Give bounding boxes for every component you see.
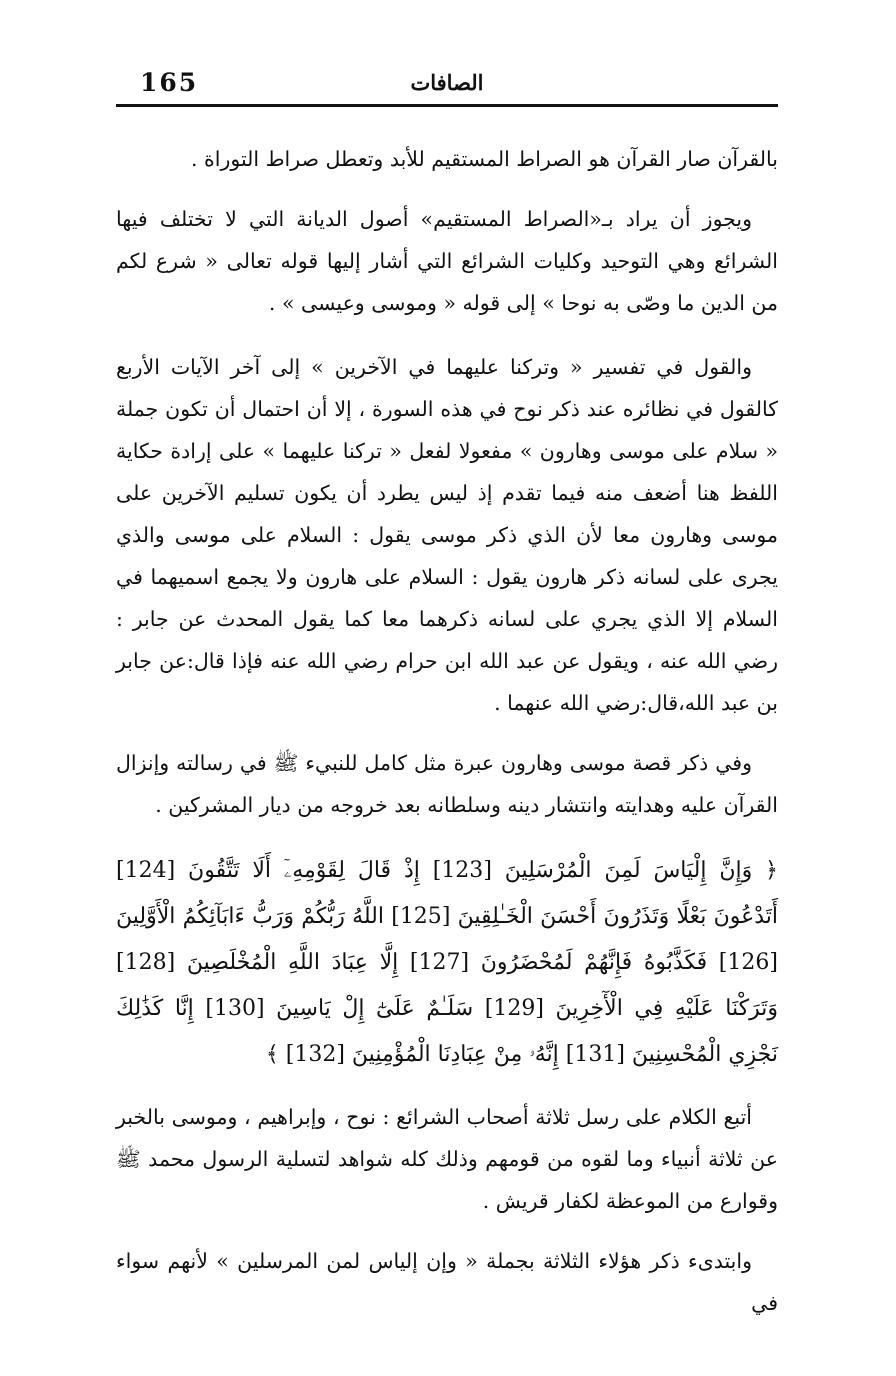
quran-verses: ﴿ وَإِنَّ إِلْيَاسَ لَمِنَ الْمُرْسَلِينَ [123] إِذْ قَالَ لِقَوْمِهِۦٓ أَلَا تَتَّقُونَ [124] أَتَدْعُونَ بَعْلًا وَتَذَرُونَ أَحْسَنَ الْخَـٰلِقِينَ [125] اللَّهُ رَبُّكُمْ وَرَبُّ ءَابَآئِكُمُ الْأَوَّلِينَ [126] فَكَذَّبُوهُ فَإِنَّهُمْ لَمُحْضَرُونَ [127] إِلَّا عِبَادَ اللَّهِ الْمُخْلَصِينَ [128] وَتَرَكْنَا عَلَيْهِ فِي الْأٓخِرِينَ [129] سَلَـٰمٌ عَلَىٰٓ إِلْ يَاسِينَ [130] إِنَّا كَذَٰلِكَ نَجْزِي الْمُحْسِنِينَ [131] إِنَّهُۥ مِنْ عِبَادِنَا الْمُؤْمِنِينَ [132] ﴾	[116, 858, 778, 1067]
paragraph-gap	[116, 724, 778, 742]
header-rule	[116, 104, 778, 107]
paragraph-gap	[116, 324, 778, 346]
page-body	[116, 138, 778, 1324]
paragraph-6: وابتدىء ذكر هؤلاء الثلاثة بجملة « وإن إلياس لمن المرسلين » لأنهم سواء في	[116, 1249, 778, 1315]
running-title: الصافات	[410, 70, 484, 95]
paragraph-3: والقول في تفسير « وتركنا عليهما في الآخرين » إلى آخر الآيات الأربع كالقول في نظائره عند ذكر نوح في هذه السورة ، إلا أن احتمال أن تكون جملة « سلام على موسى وهارون » مفعولا لفعل « تركنا عليهما » على إرادة حكاية اللفظ هنا أضعف منه فيما تقدم إذ ليس يطرد أن يكون تسليم الآخرين على موسى وهارون معا لأن الذي ذكر موسى يقول : السلام على موسى والذي يجرى على لسانه ذكر هارون يقول : السلام على هارون ولا يجمع اسميهما في السلام إلا الذي يجري على لسانه ذكرهما معا كما يقول المحدث عن جابر : رضي الله عنه ، ويقول عن عبد الله ابن حرام رضي الله عنه فإذا قال:عن جابر بن عبد الله،قال:رضي الله عنهما .	[116, 355, 778, 715]
paragraph-5: أتبع الكلام على رسل ثلاثة أصحاب الشرائع : نوح ، وإبراهيم ، وموسى بالخبر عن ثلاثة أنبياء وما لقوه من قومهم وذلك كله شواهد لتسلية الرسول محمد ﷺ وقوارع من الموعظة لكفار قريش .	[116, 1105, 778, 1213]
paragraph-gap	[116, 1222, 778, 1240]
paragraph-gap	[116, 180, 778, 198]
paragraph-2: ويجوز أن يراد بـ«الصراط المستقيم» أصول الديانة التي لا تختلف فيها الشرائع وهي التوحيد وكليات الشرائع التي أشار إليها قوله تعالى « شرع لكم من الدين ما وصّى به نوحا » إلى قوله « وموسى وعيسى » .	[116, 207, 778, 315]
paragraph-4: وفي ذكر قصة موسى وهارون عبرة مثل كامل للنبيء ﷺ في رسالته وإنزال القرآن عليه وهدايته وانتشار دينه وسلطانه بعد خروجه من ديار المشركين .	[116, 751, 778, 817]
page-number: 165	[140, 68, 199, 97]
paragraph-1: بالقرآن صار القرآن هو الصراط المستقيم للأبد وتعطل صراط التوراة .	[191, 147, 778, 171]
page-header	[118, 62, 776, 102]
paragraph-gap	[116, 826, 778, 848]
paragraph-gap	[116, 1078, 778, 1096]
